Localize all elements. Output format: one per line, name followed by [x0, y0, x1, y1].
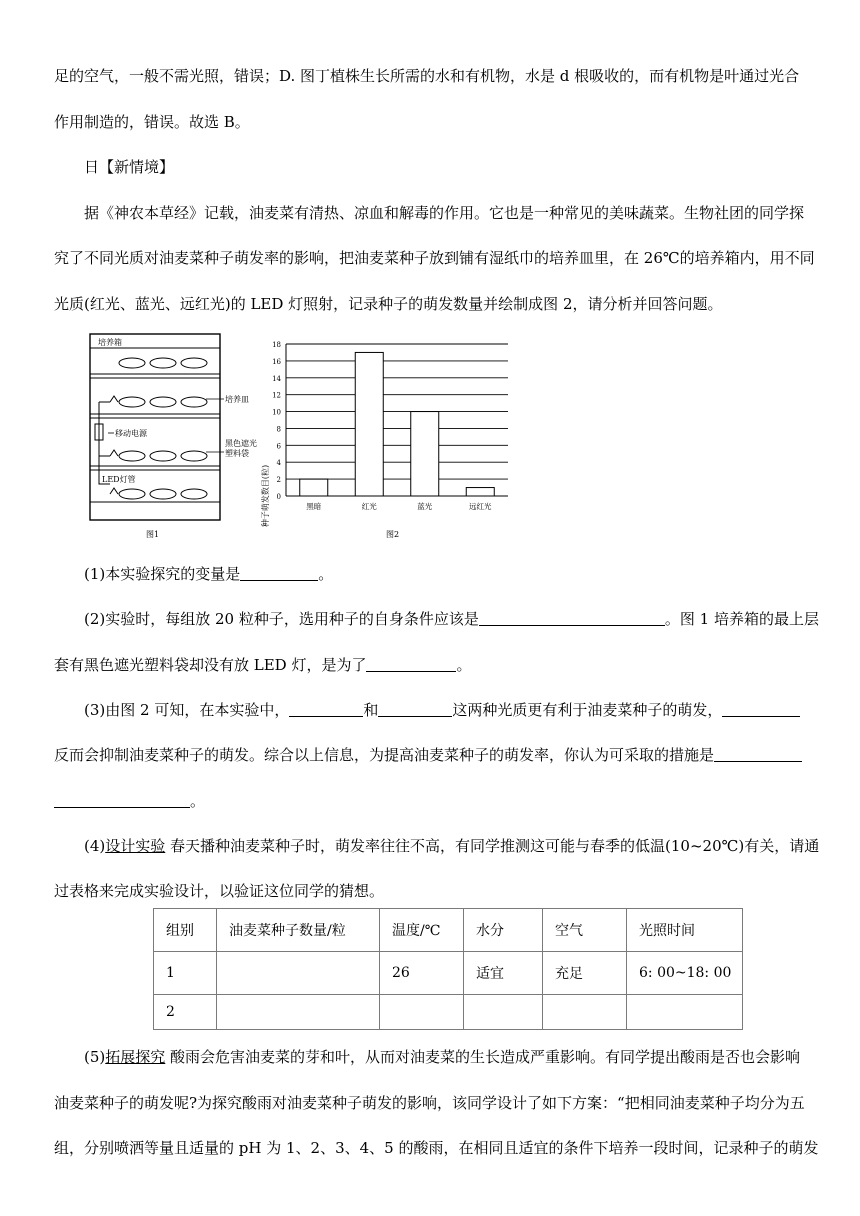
answer-blank-3c[interactable] [722, 702, 800, 717]
table-header-cell: 水分 [464, 909, 543, 952]
y-tick-label: 2 [276, 476, 281, 485]
paragraph-line: 光质(红光、蓝光、远红光)的 LED 灯照射，记录种子的萌发数量并绘制成图 2，请分析并回答问题。 [54, 295, 723, 313]
tag-extended-inquiry: 拓展探究 [105, 1048, 166, 1066]
answer-blank-2b[interactable] [366, 657, 456, 672]
figure-1-incubator [90, 334, 257, 539]
table-cell: 26 [380, 952, 464, 995]
question-3-line-2: 反而会抑制油麦菜种子的萌发。综合以上信息，为提高油麦菜种子的萌发率，你认为可采取的措施是 [54, 745, 810, 765]
figure-2-caption: 图2 [386, 530, 400, 539]
answer-blank-3b[interactable] [378, 702, 452, 717]
label-bag-2: 塑料袋 [225, 449, 249, 458]
table-cell: 2 [154, 995, 217, 1030]
answer-blank-1[interactable] [240, 566, 318, 581]
table-cell[interactable] [543, 995, 627, 1030]
y-axis-label: 种子萌发数目(粒) [261, 464, 270, 528]
experiment-table [153, 908, 743, 1030]
x-tick-label: 红光 [361, 502, 377, 511]
answer-blank-3a[interactable] [289, 702, 363, 717]
paragraph-line: 据《神农本草经》记载，油麦菜有清热、凉血和解毒的作用。它也是一种常见的美味蔬菜。生物社团的同学探 [84, 204, 805, 222]
table-header-cell: 空气 [543, 909, 627, 952]
y-tick-label: 4 [276, 459, 281, 468]
y-tick-label: 8 [276, 425, 281, 434]
question-4-line-1: (4)设计实验 春天播种油麦菜种子时，萌发率往往不高，有同学推测这可能与春季的低温(10~20℃)有关，请通 [84, 837, 820, 855]
paragraph-line: 作用制造的，错误。故选 B。 [54, 113, 250, 131]
y-tick-label: 16 [272, 357, 281, 366]
question-2-line-1: (2)实验时，每组放 20 粒种子，选用种子的自身条件应该是 。图 1 培养箱的最上层 [84, 610, 819, 628]
incubator-box [90, 334, 220, 520]
paragraph-line: 足的空气，一般不需光照，错误；D. 图丁植株生长所需的水和有机物，水是 d 根吸收的，而有机物是叶通过光合 [54, 67, 800, 85]
answer-blank-3d[interactable] [714, 747, 802, 762]
figure-2-bar-chart [260, 341, 508, 539]
table-cell[interactable] [627, 995, 743, 1030]
table-header-cell: 温度/℃ [380, 909, 464, 952]
table-cell: 充足 [543, 952, 627, 995]
bar [355, 352, 383, 496]
answer-blank-3e[interactable] [54, 793, 190, 808]
question-3-line-1: (3)由图 2 可知，在本实验中， 和 这两种光质更有利于油麦菜种子的萌发， [84, 700, 810, 720]
figure-panel [86, 332, 526, 542]
x-tick-label: 黑暗 [306, 502, 322, 511]
table-cell: 适宜 [464, 952, 543, 995]
table-header-cell: 油麦菜种子数量/粒 [217, 909, 380, 952]
table-header-cell: 光照时间 [627, 909, 743, 952]
label-dish: 培养皿 [225, 395, 249, 404]
table-cell: 1 [154, 952, 217, 995]
section-heading: 日【新情境】 [84, 158, 175, 176]
paragraph-line: 究了不同光质对油麦菜种子萌发率的影响，把油麦菜种子放到铺有湿纸巾的培养皿里，在 26℃的培养箱内，用不同 [54, 249, 815, 267]
y-tick-label: 12 [272, 391, 281, 400]
table-header-cell: 组别 [154, 909, 217, 952]
question-2-line-2: 套有黑色遮光塑料袋却没有放 LED 灯，是为了 。 [54, 656, 472, 674]
answer-blank-2a[interactable] [479, 611, 665, 626]
table-row [154, 952, 743, 995]
figure-1-caption: 图1 [146, 530, 160, 539]
question-5-line-2: 油麦菜种子的萌发呢?为探究酸雨对油麦菜种子萌发的影响，该同学设计了如下方案：“把相同油麦菜种子均分为五 [54, 1094, 805, 1112]
label-power: 移动电源 [115, 429, 147, 438]
table-cell[interactable] [217, 952, 380, 995]
question-5-line-3: 组，分别喷洒等量且适量的 pH 为 1、2、3、4、5 的酸雨，在相同且适宜的条件下培养一段时间，记录种子的萌发 [54, 1139, 819, 1157]
question-1: (1)本实验探究的变量是 。 [84, 565, 334, 583]
bar [300, 479, 328, 496]
table-cell[interactable] [217, 995, 380, 1030]
y-tick-label: 10 [272, 408, 281, 417]
bar [466, 488, 494, 496]
incubator-label: 培养箱 [98, 338, 122, 347]
bar [411, 412, 439, 496]
question-5-line-1: (5)拓展探究 酸雨会危害油麦菜的芽和叶，从而对油麦菜的生长造成严重影响。有同学提出酸雨是否也会影响 [84, 1048, 801, 1066]
label-bag-1: 黑色遮光 [225, 439, 257, 448]
table-cell: 6: 00~18: 00 [627, 952, 743, 995]
tag-design-experiment: 设计实验 [105, 837, 166, 855]
table-cell[interactable] [464, 995, 543, 1030]
question-3-line-3: 。 [54, 791, 810, 811]
table-row [154, 995, 743, 1030]
y-tick-label: 18 [272, 341, 281, 349]
table-cell[interactable] [380, 995, 464, 1030]
y-tick-label: 0 [276, 493, 281, 501]
label-led: LED灯管 [102, 475, 136, 484]
question-4-line-2: 过表格来完成实验设计，以验证这位同学的猜想。 [54, 882, 385, 900]
x-tick-label: 蓝光 [417, 502, 433, 511]
table-header-row [154, 909, 743, 952]
y-tick-label: 14 [272, 374, 281, 383]
x-tick-label: 远红光 [469, 502, 492, 511]
y-tick-label: 6 [276, 442, 281, 451]
